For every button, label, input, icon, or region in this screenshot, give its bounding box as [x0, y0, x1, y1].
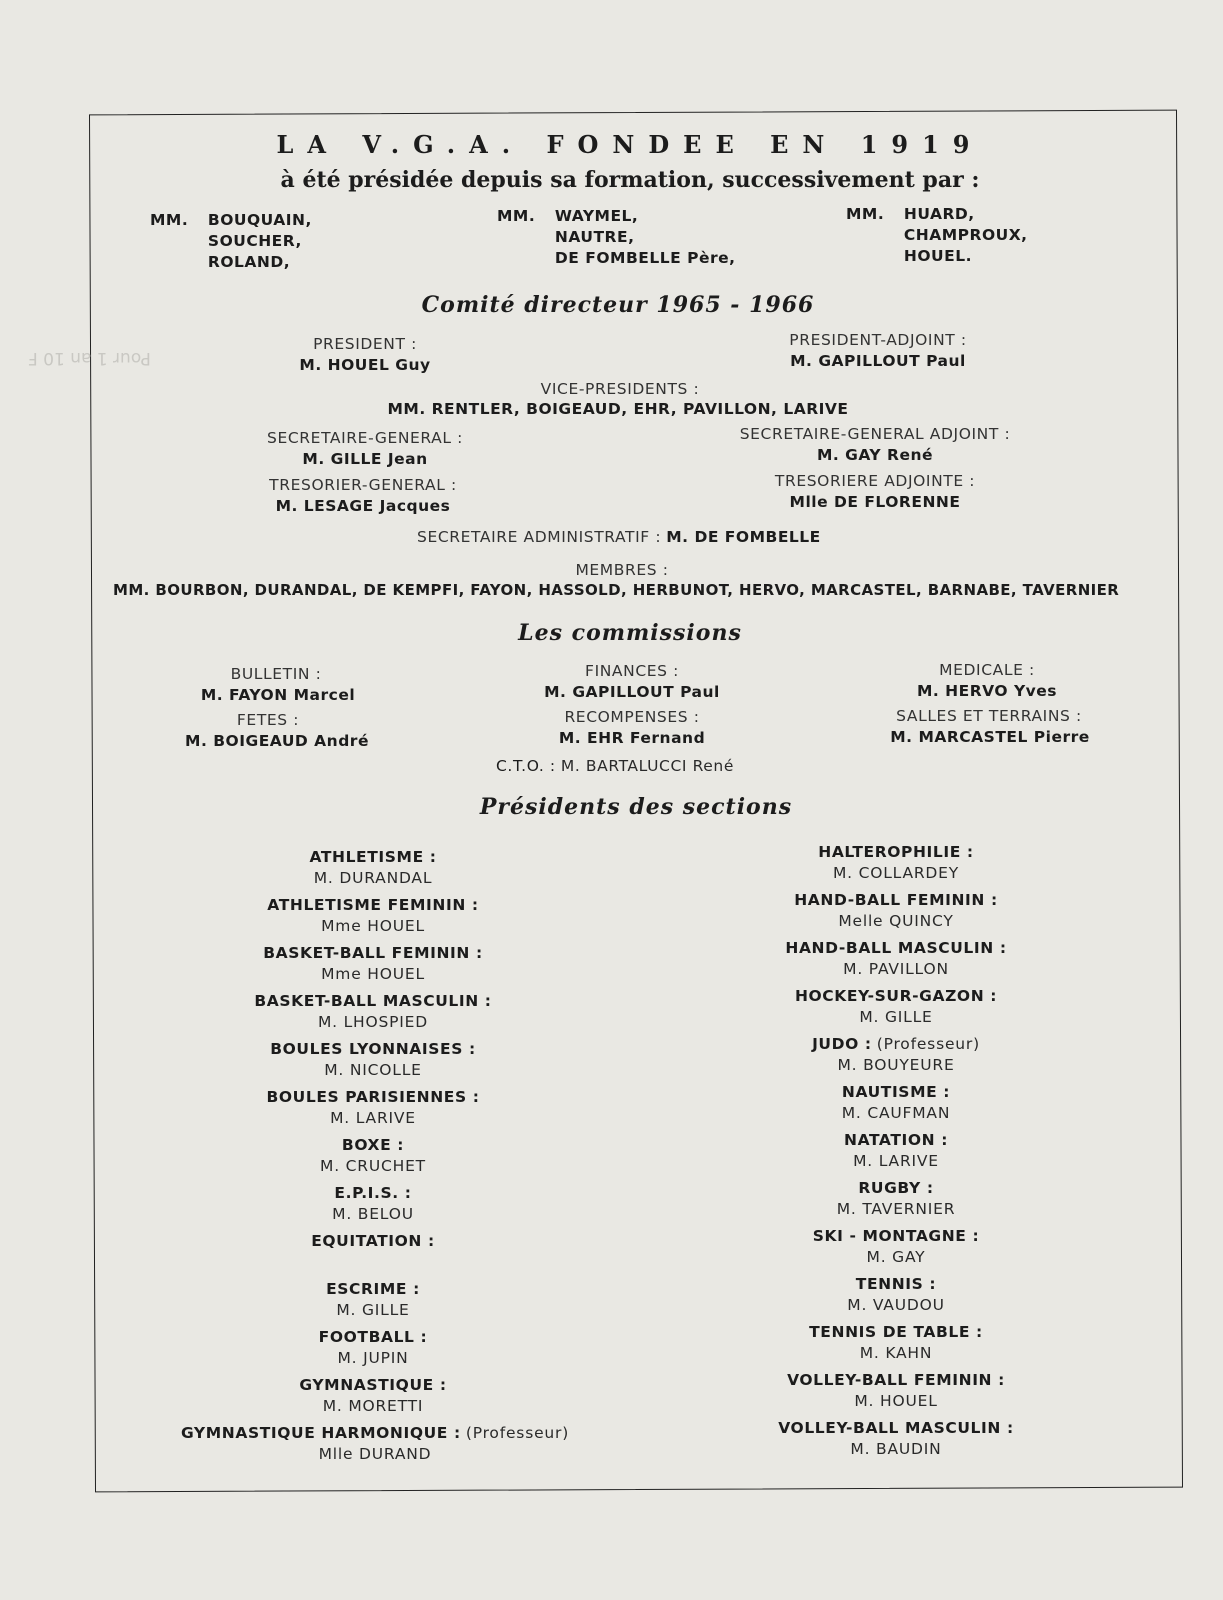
- section-name: EQUITATION :: [311, 1232, 435, 1250]
- secretaire-general-name: M. GILLE Jean: [302, 450, 428, 468]
- section-note: (Professeur): [465, 1424, 570, 1442]
- tresoriere-adjointe-name: Mlle DE FLORENNE: [789, 493, 961, 511]
- section-name: ATHLETISME FEMININ :: [267, 896, 479, 914]
- section-name: BOULES PARISIENNES :: [266, 1088, 480, 1106]
- section-name: GYMNASTIQUE HARMONIQUE :: [180, 1424, 461, 1442]
- former-presidents-col-2: [497, 206, 736, 269]
- section-name: BOULES LYONNAISES :: [270, 1040, 476, 1058]
- section-name: E.P.I.S. :: [334, 1184, 412, 1202]
- salles-terrains-name: M. MARCASTEL Pierre: [890, 728, 1090, 746]
- section-name: HAND-BALL FEMININ :: [794, 891, 998, 909]
- membres-names: MM. BOURBON, DURANDAL, DE KEMPFI, FAYON, HASSOLD, HERBUNOT, HERVO, MARCASTEL, BARNABE, TAVERNIER: [113, 581, 1120, 599]
- section-entry: [270, 1038, 476, 1081]
- section-entry: [181, 1422, 569, 1465]
- sections-heading: Présidents des sections: [479, 794, 793, 820]
- former-president: HOUEL.: [903, 247, 972, 265]
- section-entry: [842, 1081, 951, 1124]
- cto-name: M. BARTALUCCI René: [560, 757, 734, 775]
- president-name: M. HOUEL Guy: [299, 356, 431, 374]
- section-president: M. BAUDIN: [850, 1440, 942, 1458]
- commissions-heading: Les commissions: [518, 620, 742, 646]
- section-entry: [812, 1033, 980, 1076]
- secretaire-general-adjoint-label: SECRETAIRE-GENERAL ADJOINT :: [739, 425, 1011, 443]
- section-name: BASKET-BALL MASCULIN :: [254, 992, 492, 1010]
- section-president: M. LARIVE: [330, 1109, 416, 1127]
- former-president: SOUCHER,: [207, 232, 302, 250]
- secretaire-administratif-name: M. DE FOMBELLE: [666, 528, 821, 546]
- tresorier-general-label: TRESORIER-GENERAL :: [269, 476, 457, 494]
- section-name: BOXE :: [341, 1136, 405, 1154]
- section-president: M. HOUEL: [854, 1392, 938, 1410]
- recompenses-name: M. EHR Fernand: [558, 729, 706, 747]
- page-title: LA V.G.A. FONDEE EN 1919: [276, 130, 984, 159]
- section-president: Mme HOUEL: [321, 917, 425, 935]
- finances-name: M. GAPILLOUT Paul: [544, 683, 720, 701]
- comite-heading: Comité directeur 1965 - 1966: [421, 292, 815, 318]
- section-president: Melle QUINCY: [838, 912, 954, 930]
- section-president: M. GILLE: [859, 1008, 933, 1026]
- section-president: M. JUPIN: [337, 1349, 409, 1367]
- former-president: ROLAND,: [207, 253, 291, 271]
- medicale-name: M. HERVO Yves: [916, 682, 1058, 700]
- section-entry: [795, 985, 997, 1028]
- vice-presidents-label: VICE-PRESIDENTS :: [540, 380, 700, 398]
- secretaire-administratif-label: SECRETAIRE ADMINISTRATIF :: [417, 528, 662, 546]
- section-president: Mme HOUEL: [321, 965, 425, 983]
- finances-label: FINANCES :: [585, 662, 679, 680]
- section-entry: [326, 1278, 420, 1321]
- mm-prefix: MM.: [846, 205, 885, 223]
- section-entry: [787, 1369, 1005, 1412]
- section-name: BASKET-BALL FEMININ :: [263, 944, 483, 962]
- section-entry: [847, 1273, 944, 1316]
- former-president: DE FOMBELLE Père,: [554, 249, 736, 267]
- secretaire-general-label: SECRETAIRE-GENERAL :: [267, 429, 463, 447]
- medicale-label: MEDICALE :: [939, 661, 1035, 679]
- bulletin-label: BULLETIN :: [230, 665, 322, 683]
- section-entry: [263, 942, 483, 985]
- section-name: NATATION :: [843, 1131, 949, 1149]
- section-entry: [267, 894, 478, 937]
- section-president: M. VAUDOU: [847, 1296, 945, 1314]
- cto-label: C.T.O. :: [496, 757, 556, 775]
- section-name: TENNIS DE TABLE :: [809, 1323, 983, 1341]
- section-name: NAUTISME :: [841, 1083, 951, 1101]
- section-president: M. NICOLLE: [324, 1061, 422, 1079]
- secretaire-administratif-row: [417, 527, 821, 546]
- fetes-label: FETES :: [236, 711, 300, 729]
- tresorier-general-name: M. LESAGE Jacques: [275, 497, 451, 515]
- section-name: VOLLEY-BALL FEMININ :: [787, 1371, 1005, 1389]
- section-president: M. GILLE: [336, 1301, 410, 1319]
- section-president: M. GAY: [866, 1248, 926, 1266]
- section-president: Mlle DURAND: [318, 1445, 432, 1463]
- section-entry: [266, 1086, 479, 1129]
- section-entry: [309, 846, 436, 889]
- section-entry: [320, 1134, 426, 1177]
- section-name: GYMNASTIQUE :: [299, 1376, 447, 1394]
- section-entry: [844, 1129, 948, 1172]
- section-entry: [332, 1182, 414, 1225]
- former-presidents-col-3: [846, 204, 1028, 267]
- section-entry: [254, 990, 491, 1033]
- section-president: M. DURANDAL: [313, 869, 433, 887]
- tresoriere-adjointe-label: TRESORIERE ADJOINTE :: [774, 472, 976, 490]
- mm-prefix: MM.: [150, 211, 189, 229]
- section-entry: [785, 937, 1006, 980]
- section-entry: [809, 1321, 983, 1364]
- president-adjoint-name: M. GAPILLOUT Paul: [790, 352, 966, 370]
- bulletin-name: M. FAYON Marcel: [200, 686, 356, 704]
- section-name: JUDO :: [812, 1035, 872, 1053]
- margin-note: Pour 1 an 10 F: [28, 348, 151, 368]
- page-subtitle: à été présidée depuis sa formation, successivement par :: [280, 167, 980, 193]
- vice-presidents-names: MM. RENTLER, BOIGEAUD, EHR, PAVILLON, LARIVE: [387, 400, 849, 418]
- section-president: M. BOUYEURE: [837, 1056, 955, 1074]
- section-president: M. TAVERNIER: [836, 1200, 956, 1218]
- section-name: HAND-BALL MASCULIN :: [785, 939, 1007, 957]
- section-president: M. KAHN: [859, 1344, 933, 1362]
- section-entry: [813, 1225, 980, 1268]
- former-president: CHAMPROUX,: [903, 226, 1028, 244]
- cto-row: [496, 756, 734, 775]
- section-note: (Professeur): [876, 1035, 980, 1053]
- section-name: HALTEROPHILIE :: [818, 843, 974, 861]
- former-president: BOUQUAIN,: [207, 211, 312, 229]
- section-entry: [818, 841, 973, 884]
- section-name: ATHLETISME :: [309, 848, 437, 866]
- section-entry: [837, 1177, 956, 1220]
- section-president: M. LARIVE: [853, 1152, 939, 1170]
- section-name: TENNIS :: [855, 1275, 937, 1293]
- section-entry: [319, 1326, 428, 1369]
- section-name: ESCRIME :: [326, 1280, 420, 1298]
- section-president: M. LHOSPIED: [317, 1013, 428, 1031]
- section-entry: [299, 1374, 446, 1417]
- section-name: FOOTBALL :: [318, 1328, 428, 1346]
- president-label: PRESIDENT :: [313, 335, 417, 353]
- recompenses-label: RECOMPENSES :: [564, 708, 700, 726]
- mm-prefix: MM.: [497, 207, 536, 225]
- section-president: M. CAUFMAN: [841, 1104, 951, 1122]
- section-president: M. CRUCHET: [320, 1157, 426, 1175]
- section-president: M. PAVILLON: [843, 960, 949, 978]
- section-name: HOCKEY-SUR-GAZON :: [794, 987, 998, 1005]
- section-name: SKI - MONTAGNE :: [812, 1227, 980, 1245]
- former-presidents-col-1: [150, 210, 312, 273]
- former-president: WAYMEL,: [554, 207, 639, 225]
- salles-terrains-label: SALLES ET TERRAINS :: [896, 707, 1082, 725]
- president-adjoint-label: PRESIDENT-ADJOINT :: [789, 331, 967, 349]
- secretaire-general-adjoint-name: M. GAY René: [816, 446, 934, 464]
- membres-label: MEMBRES :: [575, 561, 669, 579]
- section-name: RUGBY :: [858, 1179, 934, 1197]
- former-president: HUARD,: [903, 205, 975, 223]
- section-entry: [778, 1417, 1014, 1460]
- fetes-name: M. BOIGEAUD André: [185, 732, 369, 750]
- section-president: M. COLLARDEY: [832, 864, 960, 882]
- section-president: M. MORETTI: [322, 1397, 424, 1415]
- section-name: VOLLEY-BALL MASCULIN :: [778, 1419, 1014, 1437]
- section-president: M. BELOU: [332, 1205, 414, 1223]
- section-entry: [794, 889, 998, 932]
- former-president: NAUTRE,: [554, 228, 635, 246]
- section-entry: [311, 1230, 435, 1252]
